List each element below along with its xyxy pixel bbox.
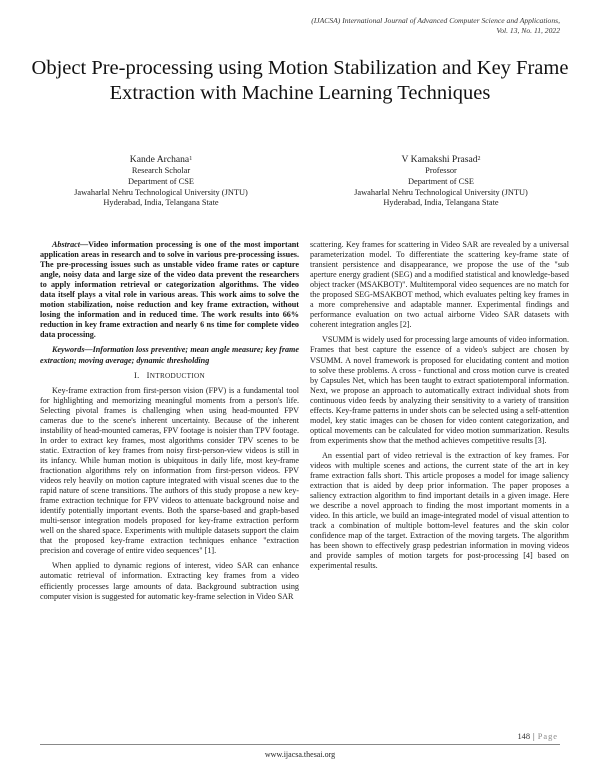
section-heading-introduction: I. INTRODUCTION [134, 370, 205, 380]
author-affil-mark-1: 1 [189, 156, 193, 162]
journal-header [220, 16, 560, 36]
paper-title: Object Pre-processing using Motion Stabilization and Key Frame Extraction with Machine Learning Techniques [31, 57, 569, 104]
author-location-2: Hyderabad, India, Telangana State [383, 198, 499, 208]
author-role-1: Research Scholar [131, 166, 191, 175]
right-column [310, 240, 569, 577]
author-name-2: V Kamakshi Prasad$^2$ [401, 154, 481, 165]
keywords-text: —Information loss preventive; mean angle measure; key frame extraction; moving average; dynamic thresholding [40, 345, 299, 365]
author-block-2 [306, 154, 576, 209]
journal-url: www.ijacsa.thesai.org [264, 750, 336, 759]
author-dept-1: Department of CSE [127, 176, 195, 186]
keywords-label: Keywords [52, 345, 85, 355]
paragraph: An essential part of video retrieval is the extraction of key frames. For videos with multiple scenes and actions, the current state of the art in key frame extraction falls short. This article proposes a model for image saliency extraction that is aided by deep prior information. The paper proposes a saliency extraction algorithm to find important details in a given image. Here we describe a novel approach to finding the most important moments in a video. In this article, we build an image-integrated model of visual attention to track a combination of multiple bottom-level features and the skin color confidence map of the target. Extraction of the moving targets. The algorithm has been shown to effectively grasp pedestrian information in moving videos and provide samples of motion targets for post-processing [4] based on experimental results. [310, 450, 569, 571]
author-university-2: Jawaharlal Nehru Technological University (JNTU) [354, 187, 528, 197]
journal-volume: Vol. 13, No. 11, 2022 [496, 26, 560, 35]
abstract-label: Abstract [52, 240, 80, 249]
left-column [40, 240, 299, 607]
paragraph: scattering. Key frames for scattering in Video SAR are revealed by a universal parameterization model. To differentiate the scattering key-frame state of transient persistence and disappearance, we propose the use of the "sub aperture energy gradient (SEG) and a modified statistical and knowledge-based object tracker (MSAKBOT)". Multitemporal video sequences are no match for the proposed SEG-MSAKBOT method, which evaluates pelting key frames in a more comprehensive and adaptable manner. Experimental findings and performance evaluation on two actual airborne Video SAR datasets with coherent integration angles [2]. [310, 240, 569, 330]
keywords [40, 345, 299, 365]
author-location-1: Hyderabad, India, Telangana State [103, 198, 219, 208]
journal-name: (IJACSA) International Journal of Advanced Computer Science and Applications, [311, 16, 560, 25]
paragraph: Key-frame extraction from first-person vision (FPV) is a fundamental tool for highlighting and memorizing meaningful moments from a person's life. Selecting pivotal frames is challenging when using head-mounted FPV cameras due to the scene's inherent uncertainty. Because of the inherent instability of head-mounted cameras, FPV footage is noisier than TPV footage. In order to extract key frames, most algorithms consider TPV scenes to be static. Extraction of key frames from noisy first-person-view videos is still in its infancy. While human motion is ubiquitous in daily life, most key-frame fractionation algorithms rely on information from first-person videos. FPV videos rely heavily on motion capture integrated with visual scenes due to the rapid nature of scene transitions. The authors of this study propose a new key-frame extraction technique for FPV videos to attenuate background noise and identify potentially important events. Both the sparse-based and graph-based multi-sensor integration models proposed for key-frame extraction perform well on the shared space. Experiments with multiple datasets support the claim that the proposed key-frame extraction techniques enhance "extraction precision and coverage of entire video sequences" [1]. [40, 385, 299, 556]
author-affil-mark-2: 2 [477, 156, 481, 162]
page-number: 148 | Page [517, 732, 558, 741]
abstract [40, 240, 299, 340]
abstract-text: —Video information processing is one of the most important application areas in research and to solve in various pre-processing issues. The pre-processing issues such as unstable video frame rates or capture angle, noisy data and large size of the video data prevent the researchers to apply information retrieval or categorization algorithms. The video data itself plays a vital role in various areas. This work aims to solve the motion stabilization, noise reduction and key frame extraction, without losing the information and in reduced time. The work results into 66% reduction in key frame extraction and nearly 6 ns time for complete video data processing. [40, 240, 299, 340]
paragraph: When applied to dynamic regions of interest, video SAR can enhance automatic retrieval of information. Extracting key frames from a video efficiently processes large amounts of data. Background subtraction using computer vision is suggested for automatic key-frame selection in Video SAR [40, 561, 299, 601]
footer-divider [40, 744, 560, 745]
author-role-2: Professor [425, 166, 457, 175]
paragraph: VSUMM is widely used for processing large amounts of video information. Frames that best capture the essence of a video's subject are chosen by VSUMM. A novel framework is proposed for elucidating content and motion to solve these problems. A cross - functional and cross motion curve is created by Capsules Net, which has been taught to extract spatiotemporal information. Next, we propose an approach to automatically extract individual shots from continuous video feeds by analyzing their sensitivity to a variety of transition effects. Key-frame patterns in under shots can be selected using a self-attention model, key static images can be chosen for video content categorization, and optical movements can be calculated for video motion summarization. Results from experiments show that the method achieves competitive results [3]. [310, 335, 569, 445]
author-name-1: Kande Archana$^1$ [129, 154, 193, 165]
author-university-1: Jawaharlal Nehru Technological University (JNTU) [74, 187, 248, 197]
author-block-1 [36, 154, 286, 209]
author-dept-2: Department of CSE [407, 176, 475, 186]
